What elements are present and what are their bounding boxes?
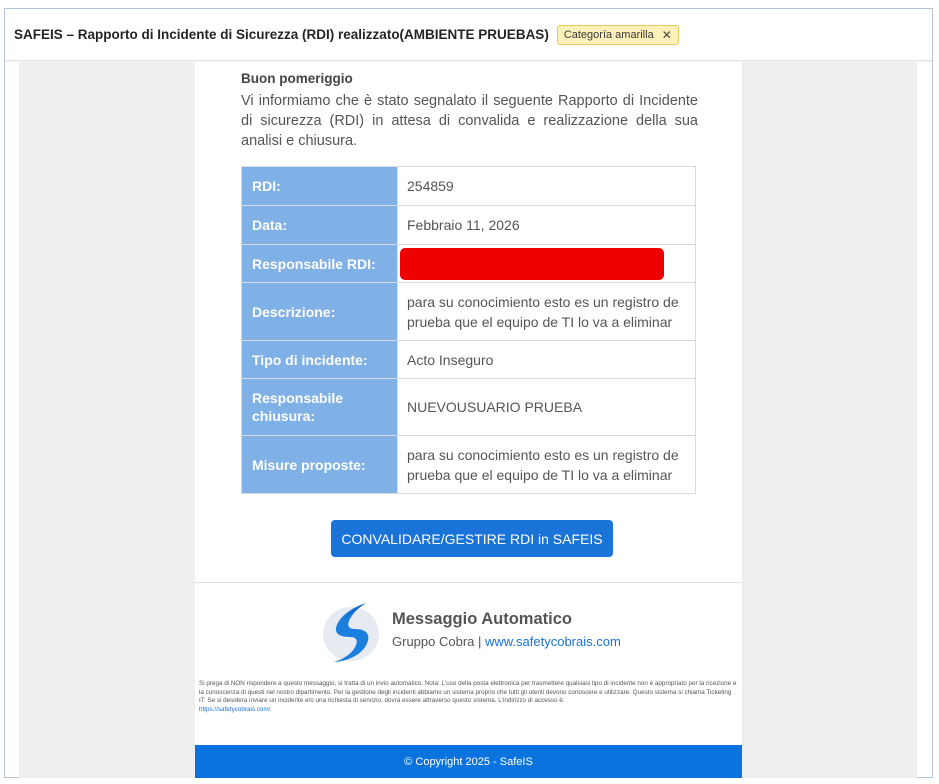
rdi-details-table (241, 166, 696, 494)
website-link[interactable]: www.safetycobrais.com (484, 634, 621, 649)
disclaimer (199, 680, 738, 714)
copyright-footer (195, 745, 742, 778)
responsabile-value (398, 245, 696, 283)
copyright-text: © Copyright 2025 - SafeIS (404, 755, 533, 768)
table-row (242, 245, 696, 283)
safeis-logo-icon (320, 599, 386, 665)
descrizione-value: para su conocimiento esto es un registro de prueba que el equipo de TI lo va a eliminar (398, 283, 696, 341)
email-body (195, 62, 742, 778)
email-header (5, 9, 932, 61)
signature-subtitle (392, 634, 621, 649)
email-reading-pane (4, 8, 933, 778)
misure-value: para su conocimiento esto es un registro de prueba que el equipo de TI lo va a eliminar (398, 436, 696, 494)
misure-label: Misure proposte: (242, 436, 398, 494)
company-name: Gruppo Cobra | (392, 634, 485, 649)
tipo-value: Acto Inseguro (398, 341, 696, 379)
email-subject: SAFEIS – Rapporto di Incidente di Sicurezza (RDI) realizzato(AMBIENTE PRUEBAS) (14, 27, 549, 42)
table-row (242, 341, 696, 379)
signature-title: Messaggio Automatico (392, 610, 572, 628)
disclaimer-link[interactable]: https://safetycobrais.com/ (199, 705, 271, 713)
close-icon[interactable]: ✕ (661, 27, 672, 42)
responsabile-label: Responsabile RDI: (242, 245, 398, 283)
greeting: Buon pomeriggio (241, 71, 353, 86)
intro-paragraph: Vi informiamo che è stato segnalato il seguente Rapporto di Incidente di sicurezza (RDI) in attesa di convalida e realizzazione della sua analisi e chiusura. (241, 93, 698, 149)
table-row (242, 206, 696, 245)
table-row (242, 167, 696, 206)
table-row (242, 436, 696, 494)
disclaimer-text: Si prega di NON rispondere a questo messaggio, si tratta di un invio automatico. Nota: L'uso della posta elettronica per trasmettere qualsiasi tipo di incidente non è appropriato per la ricezione e la conoscenza di questi nel nostro dipartimento. Per la gestione degli incidenti abbiamo un sistema proprio che tutti gli utenti devono conoscere e utilizzare. Questo sistema si chiama Ticketing IT. Se si desidera inviare un incidente e/o una richiesta di servizio, dovrà essere attraverso questo sistema. L'indirizzo di accesso è: (199, 680, 737, 705)
table-row (242, 379, 696, 436)
data-label: Data: (242, 206, 398, 245)
redaction-bar (400, 248, 664, 280)
divider (195, 582, 742, 583)
category-label: Categoría amarilla (563, 28, 654, 41)
rdi-value: 254859 (398, 167, 696, 206)
chiusura-label: Responsabile chiusura: (242, 379, 398, 436)
category-tag[interactable] (557, 25, 679, 45)
validate-rdi-button[interactable]: CONVALIDARE/GESTIRE RDI in SAFEIS (331, 520, 613, 557)
data-value: Febbraio 11, 2026 (398, 206, 696, 245)
rdi-label: RDI: (242, 167, 398, 206)
table-row (242, 283, 696, 341)
chiusura-value: NUEVOUSUARIO PRUEBA (398, 379, 696, 436)
descrizione-label: Descrizione: (242, 283, 398, 341)
tipo-label: Tipo di incidente: (242, 341, 398, 379)
